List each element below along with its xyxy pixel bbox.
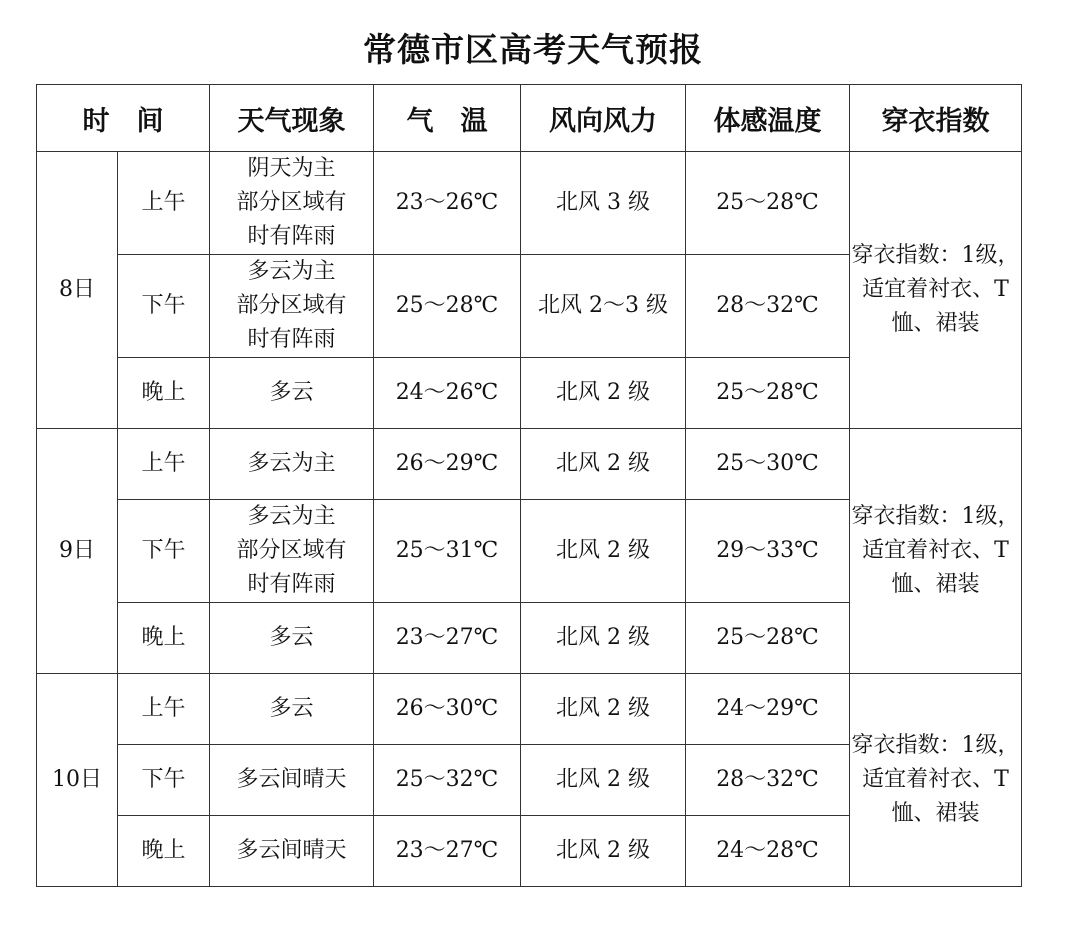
clothing-index-text: 穿衣指数：1级，适宜着衬衣、T 恤、裙装 bbox=[851, 504, 1020, 597]
feels-like-cell: 25～28℃ bbox=[686, 358, 850, 429]
clothing-index-cell bbox=[850, 152, 1022, 429]
temperature-cell: 24～26℃ bbox=[374, 358, 521, 429]
weather-cell: 阴天为主 部分区域有 时有阵雨 bbox=[210, 152, 374, 255]
weather-forecast-table bbox=[36, 84, 1022, 887]
clothing-index-cell bbox=[850, 429, 1022, 674]
wind-cell: 北风 2 级 bbox=[521, 429, 686, 500]
wind-cell: 北风 2 级 bbox=[521, 500, 686, 603]
feels-like-cell: 28～32℃ bbox=[686, 255, 850, 358]
period-cell: 晚上 bbox=[118, 603, 210, 674]
header-temperature: 气 温 bbox=[374, 85, 521, 152]
table-row bbox=[37, 674, 1022, 745]
period-cell: 下午 bbox=[118, 500, 210, 603]
feels-like-cell: 25～28℃ bbox=[686, 152, 850, 255]
weather-cell: 多云为主 部分区域有 时有阵雨 bbox=[210, 255, 374, 358]
table-row bbox=[37, 429, 1022, 500]
wind-cell: 北风 2 级 bbox=[521, 674, 686, 745]
temperature-cell: 23～27℃ bbox=[374, 603, 521, 674]
period-cell: 上午 bbox=[118, 674, 210, 745]
feels-like-cell: 24～28℃ bbox=[686, 816, 850, 887]
clothing-index-cell bbox=[850, 674, 1022, 887]
temperature-cell: 26～29℃ bbox=[374, 429, 521, 500]
weather-cell: 多云为主 bbox=[210, 429, 374, 500]
day-cell: 10日 bbox=[37, 674, 118, 887]
period-cell: 上午 bbox=[118, 152, 210, 255]
wind-cell: 北风 2 级 bbox=[521, 816, 686, 887]
feels-like-cell: 24～29℃ bbox=[686, 674, 850, 745]
weather-cell: 多云 bbox=[210, 603, 374, 674]
period-cell: 下午 bbox=[118, 745, 210, 816]
weather-cell: 多云 bbox=[210, 358, 374, 429]
day-cell: 9日 bbox=[37, 429, 118, 674]
period-cell: 上午 bbox=[118, 429, 210, 500]
temperature-cell: 23～27℃ bbox=[374, 816, 521, 887]
clothing-index-text: 穿衣指数：1级，适宜着衬衣、T 恤、裙装 bbox=[851, 243, 1020, 336]
header-row bbox=[37, 85, 1022, 152]
feels-like-cell: 25～30℃ bbox=[686, 429, 850, 500]
weather-cell: 多云 bbox=[210, 674, 374, 745]
weather-cell: 多云间晴天 bbox=[210, 816, 374, 887]
period-cell: 晚上 bbox=[118, 816, 210, 887]
header-time: 时 间 bbox=[37, 85, 210, 152]
feels-like-cell: 29～33℃ bbox=[686, 500, 850, 603]
wind-cell: 北风 2 级 bbox=[521, 745, 686, 816]
wind-cell: 北风 2 级 bbox=[521, 358, 686, 429]
table-row bbox=[37, 152, 1022, 255]
wind-cell: 北风 2 级 bbox=[521, 603, 686, 674]
clothing-index-text: 穿衣指数：1级，适宜着衬衣、T 恤、裙装 bbox=[851, 733, 1020, 826]
temperature-cell: 23～26℃ bbox=[374, 152, 521, 255]
page-title: 常德市区高考天气预报 bbox=[363, 30, 703, 69]
temperature-cell: 25～31℃ bbox=[374, 500, 521, 603]
period-cell: 下午 bbox=[118, 255, 210, 358]
wind-cell: 北风 3 级 bbox=[521, 152, 686, 255]
weather-cell: 多云为主 部分区域有 时有阵雨 bbox=[210, 500, 374, 603]
weather-cell: 多云间晴天 bbox=[210, 745, 374, 816]
header-feels-like: 体感温度 bbox=[686, 85, 850, 152]
temperature-cell: 26～30℃ bbox=[374, 674, 521, 745]
feels-like-cell: 28～32℃ bbox=[686, 745, 850, 816]
header-clothing-index: 穿衣指数 bbox=[850, 85, 1022, 152]
feels-like-cell: 25～28℃ bbox=[686, 603, 850, 674]
header-weather: 天气现象 bbox=[210, 85, 374, 152]
temperature-cell: 25～28℃ bbox=[374, 255, 521, 358]
temperature-cell: 25～32℃ bbox=[374, 745, 521, 816]
period-cell: 晚上 bbox=[118, 358, 210, 429]
header-wind: 风向风力 bbox=[521, 85, 686, 152]
day-cell: 8日 bbox=[37, 152, 118, 429]
wind-cell: 北风 2～3 级 bbox=[521, 255, 686, 358]
